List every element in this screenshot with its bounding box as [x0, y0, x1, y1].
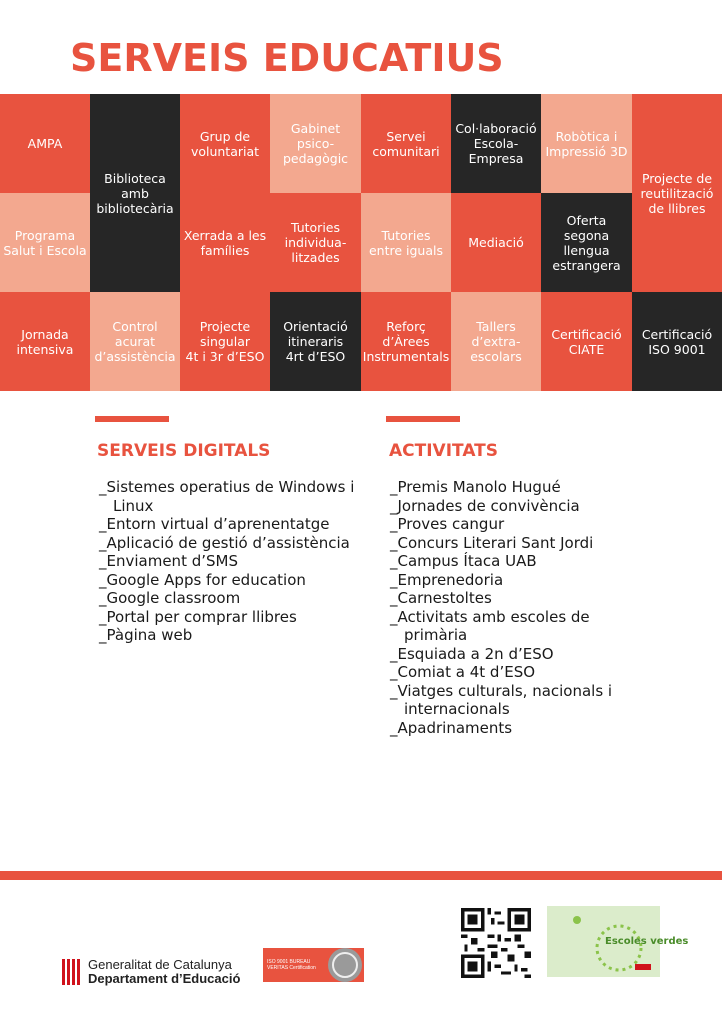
list-item: _Comiat a 4t d’ESO — [390, 663, 536, 681]
list-item: _Proves cangur — [390, 515, 505, 533]
service-tile: Grup de voluntariat — [180, 94, 270, 193]
digital-services-list — [99, 478, 371, 645]
activities-list — [390, 478, 640, 737]
service-tile: Xerrada a les famílies — [180, 193, 270, 292]
department-name: Departament d’Educació — [88, 971, 241, 986]
list-item: _Concurs Literari Sant Jordi — [390, 533, 594, 552]
list-item: _Portal per comprar llibres — [99, 607, 297, 626]
activities-section-title: ACTIVITATS — [389, 441, 498, 461]
list-item: _Emprenedoria — [390, 570, 504, 589]
service-tile: Certificació ISO 9001 — [632, 292, 722, 391]
footer-divider — [0, 871, 722, 880]
page-title: SERVEIS EDUCATIUS — [70, 36, 504, 80]
service-tile: Programa Salut i Escola — [0, 193, 90, 292]
list-item: _Google classroom — [99, 589, 241, 607]
list-item: _Premis Manolo Hugué — [390, 478, 561, 496]
service-tile: Projecte singular 4t i 3r d’ESO — [180, 292, 270, 391]
list-item: _Entorn virtual d’aprenentatge — [99, 515, 330, 533]
list-item: _Pàgina web — [99, 626, 193, 644]
service-tile: Tutories individua- litzades — [270, 193, 361, 292]
list-item: _Google Apps for education — [99, 570, 306, 589]
service-tile: Jornada intensiva — [0, 292, 90, 391]
service-tile: Oferta segona llengua estrangera — [541, 193, 632, 292]
service-tile: Mediació — [451, 193, 541, 292]
list-item: _Jornades de convivència — [390, 496, 580, 515]
service-tile: Projecte de reutilització de llibres — [632, 94, 722, 292]
list-item: _Sistemes operatius de Windows i Linux — [99, 478, 355, 515]
service-tile: Gabinet psico- pedagògic — [270, 94, 361, 193]
list-item: _Carnestoltes — [390, 589, 492, 607]
digital-accent-bar — [95, 416, 169, 422]
service-tile: AMPA — [0, 94, 90, 193]
list-item: _Apadrinaments — [390, 718, 513, 737]
senyera-icon — [62, 959, 82, 985]
list-item: _Aplicació de gestió d’assistència — [99, 533, 350, 552]
services-grid — [0, 94, 722, 391]
gencat-name: Generalitat de Catalunya — [88, 957, 232, 972]
service-tile: Certificació CIATE — [541, 292, 632, 391]
activities-accent-bar — [386, 416, 460, 422]
bureau-veritas-certification-logo — [263, 948, 364, 982]
certification-seal-icon — [328, 948, 362, 982]
service-tile: Robòtica i Impressió 3D — [541, 94, 632, 193]
service-tile: Control acurat d’assistència — [90, 292, 180, 391]
service-tile: Orientació itineraris 4rt d’ESO — [270, 292, 361, 391]
escoles-verdes-logo — [547, 906, 689, 977]
list-item: _Campus Ítaca UAB — [390, 552, 537, 570]
generalitat-logo — [62, 958, 240, 986]
list-item: _Esquiada a 2n d’ESO — [390, 644, 554, 663]
service-tile: Reforç d’Àrees Instrumentals — [361, 292, 451, 391]
service-tile: Tutories entre iguals — [361, 193, 451, 292]
eco-logo-text: Escoles verdes — [605, 936, 689, 947]
qr-code-icon — [461, 908, 531, 978]
list-item: _Activitats amb escoles de primària — [390, 607, 590, 644]
bv-logo-text: ISO 9001 BUREAU VERITAS Certification — [267, 959, 316, 971]
service-tile: Col·laboració Escola- Empresa — [451, 94, 541, 193]
list-item: _Enviament d’SMS — [99, 552, 238, 570]
list-item: _Viatges culturals, nacionals i internacionals — [390, 681, 613, 718]
escoles-verdes-graphic — [547, 906, 689, 977]
service-tile: Tallers d’extra- escolars — [451, 292, 541, 391]
service-tile: Servei comunitari — [361, 94, 451, 193]
service-tile: Biblioteca amb bibliotecària — [90, 94, 180, 292]
digital-section-title: SERVEIS DIGITALS — [97, 441, 271, 461]
